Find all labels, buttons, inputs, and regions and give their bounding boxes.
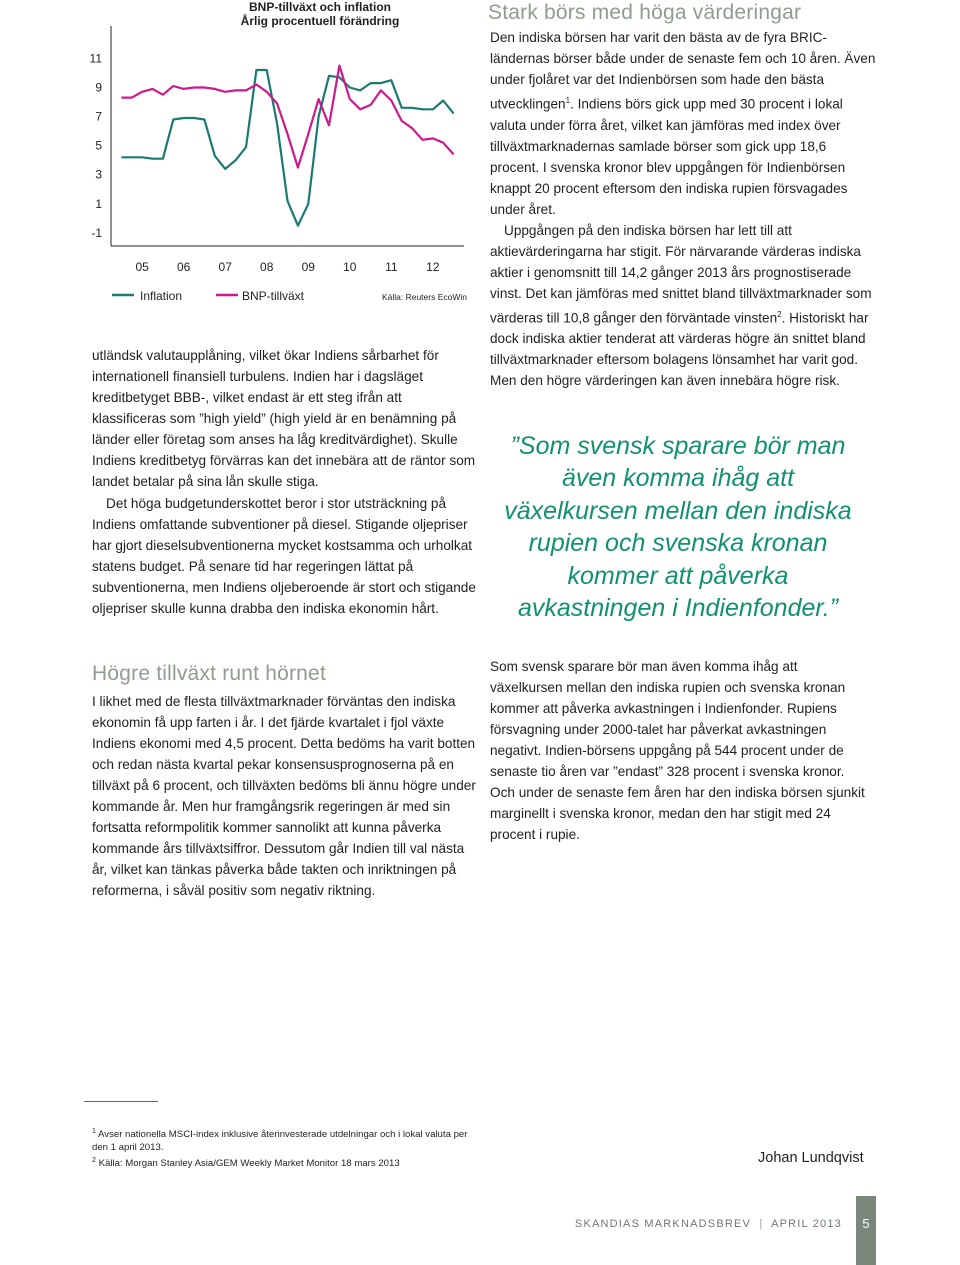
footnote-1-text: Avser nationella MSCI-index inklusive återinvesterade utdelningar och i lokal valuta per den 1 april 2013. bbox=[92, 1129, 468, 1154]
left-paragraph-3: I likhet med de flesta tillväxtmarknader förväntas den indiska ekonomin få upp farten i år. I det fjärde kvartalet i fjol växte Indiens ekonomi med 4,5 procent. Detta bedöms ha varit botten och redan nästa kvartal pekar konsensusprognoserna på en tillväxt på 6 procent, och tillväxten bedöms bli ännu högre under kommande år. Men hur framgångsrik regeringen är med sin fortsatta reformpolitik kommer sannolikt att kunna påverka kommande års tillväxtsiffror. Dessutom går Indien till val nästa år, vilket kan tänkas påverka både takten och inriktningen på reformerna, i såväl positiv som negativ riktning. bbox=[92, 694, 476, 898]
chart-source: Källa: Reuters EcoWin bbox=[381, 292, 467, 302]
publication-name: SKANDIAS MARKNADSBREV bbox=[574, 1218, 752, 1230]
legend-label-inflation: Inflation bbox=[140, 289, 183, 303]
y-tick-label: 11 bbox=[89, 51, 102, 66]
y-tick-label: 7 bbox=[95, 109, 102, 124]
chart-plot bbox=[84, 0, 476, 320]
footnote-1 bbox=[92, 1125, 476, 1154]
y-tick-label: 9 bbox=[95, 80, 102, 95]
pull-quote: ”Som svensk sparare bör man även komma ihåg att växelkursen mellan den indiska rupien och svenska kronan kommer att påverka avkastningen i Indienfonder.” bbox=[504, 432, 852, 623]
footnote-1-number: 1 bbox=[92, 1128, 96, 1135]
series-line-bnp bbox=[121, 66, 453, 168]
issue-date: APRIL 2013 bbox=[771, 1218, 842, 1230]
footnote-divider bbox=[84, 1101, 158, 1102]
left-column-lower bbox=[92, 691, 476, 901]
footnote-2 bbox=[92, 1154, 476, 1170]
footnotes bbox=[92, 1125, 476, 1170]
chart-title: BNP-tillväxt och inflation bbox=[248, 0, 391, 14]
right-paragraph-2-text-cont: . Historiskt har dock indiska aktier tenderat att värderas högre än snittet bland tillväxtmarknader eftersom bolagens lönsamhet har varit god. Men den högre värderingen kan även innebära högre risk. bbox=[490, 310, 869, 389]
section-title-growth: Högre tillväxt runt hörnet bbox=[92, 662, 326, 685]
chart-subtitle: Årlig procentuell förändring bbox=[240, 14, 400, 28]
x-tick-label: 08 bbox=[260, 260, 274, 274]
left-column bbox=[92, 345, 476, 619]
footer-separator: | bbox=[759, 1218, 764, 1230]
x-tick-label: 06 bbox=[176, 260, 191, 274]
x-tick-label: 05 bbox=[135, 260, 149, 274]
x-tick-label: 10 bbox=[343, 260, 357, 274]
right-paragraph-1-text: Den indiska börsen har varit den bästa av de fyra BRIC-ländernas börser både under de senaste fem och 10 åren. Även under fjolåret var det Indienbörsen som hade den bästa utvecklingen bbox=[490, 30, 876, 112]
right-paragraph-3: Som svensk sparare bör man även komma ihåg att växelkursen mellan den indiska rupien och svenska kronan kommer att påverka avkastningen i Indienfonder. Rupiens försvagning under 2000-talet har påverkat avkastningen negativt. Indien-börsens uppgång på 544 procent under de senaste tio åren var ”endast” 328 procent i svenska kronor. Och under de senaste fem åren har den indiska börsen sjunkit marginellt i svenska kronor, medan den har stigit med 24 procent i rupie. bbox=[490, 659, 865, 842]
author-name: Johan Lundqvist bbox=[758, 1150, 864, 1166]
x-tick-label: 11 bbox=[385, 260, 398, 274]
left-paragraph-1: utländsk valutaupplåning, vilket ökar Indiens sårbarhet för internationell finansiell turbulens. Indien har i dagsläget kreditbetyget BBB-, vilket endast är ett steg ifrån att klassificeras som ”high yield” (high yield är en benämning på länder eller företag som anses ha låg kreditvärdighet). Skulle Indiens kreditbetyg förvärras kan det innebära att de räntor som landet betalar på sina lån skulle stiga. bbox=[92, 348, 476, 489]
x-tick-label: 12 bbox=[426, 260, 440, 274]
footnote-2-number: 2 bbox=[92, 1157, 96, 1165]
right-column-lower bbox=[490, 656, 866, 845]
page-number: 5 bbox=[862, 1216, 870, 1231]
x-tick-label: 07 bbox=[218, 260, 232, 274]
footnote-2-text: Källa: Morgan Stanley Asia/GEM Weekly Market Monitor 18 mars 2013 bbox=[98, 1158, 400, 1170]
footnote-ref-2: 2 bbox=[777, 309, 782, 319]
right-paragraph-2-text: Uppgången på den indiska börsen har lett till att aktievärderingarna har stigit. För närvarande värderas indiska aktier i genomsnitt till 14,2 gånger 2013 års prognostiserade vinst. Det kan jämföras med snittet bland tillväxtmarknader som värderas till 10,8 gånger den förväntade vinsten bbox=[490, 222, 872, 326]
right-column bbox=[490, 27, 876, 391]
x-tick-label: 09 bbox=[301, 260, 315, 274]
growth-inflation-chart bbox=[84, 0, 476, 320]
left-paragraph-2: Det höga budgetunderskottet beror i stor utsträckning på Indiens omfattande subventioner på diesel. Stigande oljepriser har gjort dieselsubventionerna mycket kostsamma och urholkat statens budget. På senare tid har regeringen lättat på subventionerna, men Indiens oljeberoende är stort och stigande oljepriser skulle kunna drabba den indiska ekonomin hårt. bbox=[92, 496, 476, 616]
y-tick-label: 1 bbox=[95, 196, 102, 211]
right-paragraph-2 bbox=[490, 220, 876, 392]
right-paragraph-1-text-cont: . Indiens börs gick upp med 30 procent i lokal valuta under förra året, vilket kan jämföras med index över tillväxtmarknadernas samlade börser som gick upp 18,6 procent. I svenska kronor blev uppgången för Indienbörsen knappt 20 procent eftersom den indiska rupien försvagades under året. bbox=[490, 96, 848, 217]
right-paragraph-1 bbox=[490, 27, 876, 220]
series-line-inflation bbox=[121, 70, 453, 226]
y-tick-label: -1 bbox=[91, 225, 102, 240]
y-tick-label: 3 bbox=[95, 167, 102, 182]
footnote-ref-1: 1 bbox=[565, 96, 571, 105]
page-footer bbox=[575, 1218, 842, 1230]
section-title-stock-market: Stark börs med höga värderingar bbox=[488, 1, 802, 24]
legend-label-bnp: BNP-tillväxt bbox=[242, 289, 305, 303]
y-tick-label: 5 bbox=[95, 138, 102, 153]
